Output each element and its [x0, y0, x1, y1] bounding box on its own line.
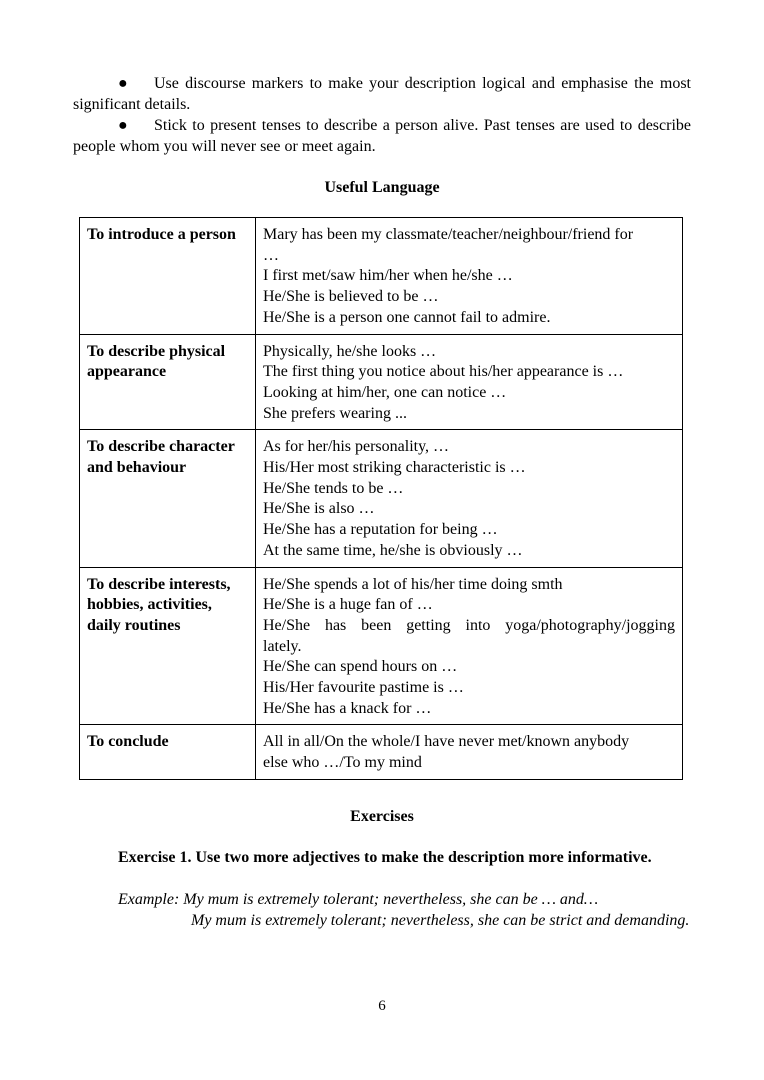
phrase-line: He/She tends to be … [263, 479, 404, 497]
row-phrases [256, 334, 683, 430]
phrase-line: As for her/his personality, … [263, 438, 450, 456]
useful-language-table [79, 217, 683, 780]
intro-bullet-2 [73, 115, 691, 157]
phrase-line: … [263, 246, 279, 264]
phrase-line: He/She is a person one cannot fail to admire. [263, 308, 551, 326]
phrase-line: He/She has been getting into yoga/photography/jogging [263, 616, 675, 634]
phrase-line: lately. [263, 637, 302, 655]
intro-bullet-1 [73, 73, 691, 115]
row-label: To describe interests, hobbies, activities, daily routines [80, 567, 256, 725]
phrase-line: He/She can spend hours on … [263, 658, 458, 676]
row-label: To conclude [80, 725, 256, 779]
exercise-1-example [73, 889, 691, 931]
phrase-line: The first thing you notice about his/her appearance is … [263, 363, 624, 381]
row-phrases [256, 218, 683, 335]
row-phrases [256, 430, 683, 567]
page-number: 6 [378, 998, 386, 1014]
example-line-2: My mum is extremely tolerant; nevertheless, she can be strict and demanding. [191, 912, 690, 929]
phrase-line: He/She has a reputation for being … [263, 521, 498, 539]
phrase-line: He/She is believed to be … [263, 288, 439, 306]
table-row [80, 567, 683, 725]
phrase-line: She prefers wearing ... [263, 404, 407, 422]
table-row [80, 725, 683, 779]
table-row [80, 218, 683, 335]
example-line-1: Example: My mum is extremely tolerant; nevertheless, she can be … and… [118, 891, 599, 908]
phrase-line: I first met/saw him/her when he/she … [263, 267, 513, 285]
phrase-line: He/She has a knack for … [263, 699, 432, 717]
row-label: To describe character and behaviour [80, 430, 256, 567]
useful-language-heading: Useful Language [324, 179, 440, 196]
bullet-symbol: ● [118, 75, 128, 92]
phrase-line: He/She is a huge fan of … [263, 596, 433, 614]
exercises-heading: Exercises [350, 808, 414, 825]
phrase-line: He/She spends a lot of his/her time doing smth [263, 575, 563, 593]
row-label: To introduce a person [80, 218, 256, 335]
intro-bullet-text: Use discourse markers to make your description logical and emphasise the most significant details. [73, 75, 691, 113]
row-phrases [256, 567, 683, 725]
row-phrases [256, 725, 683, 779]
phrase-line: else who …/To my mind [263, 754, 422, 772]
row-label: To describe physical appearance [80, 334, 256, 430]
phrase-line: He/She is also … [263, 500, 375, 518]
phrase-line: All in all/On the whole/I have never met/known anybody [263, 733, 630, 751]
intro-bullet-text: Stick to present tenses to describe a person alive. Past tenses are used to describe people whom you will never see or meet again. [73, 117, 691, 155]
bullet-symbol: ● [118, 117, 128, 134]
phrase-line: His/Her most striking characteristic is … [263, 459, 526, 477]
phrase-line: Physically, he/she looks … [263, 342, 437, 360]
phrase-line: Mary has been my classmate/teacher/neighbour/friend for [263, 226, 634, 243]
table-row [80, 430, 683, 567]
phrase-line: At the same time, he/she is obviously … [263, 541, 523, 559]
exercise-1-title: Exercise 1. Use two more adjectives to make the description more informative. [118, 849, 652, 866]
table-row [80, 334, 683, 430]
phrase-line: Looking at him/her, one can notice … [263, 383, 507, 401]
phrase-line: His/Her favourite pastime is … [263, 679, 464, 697]
